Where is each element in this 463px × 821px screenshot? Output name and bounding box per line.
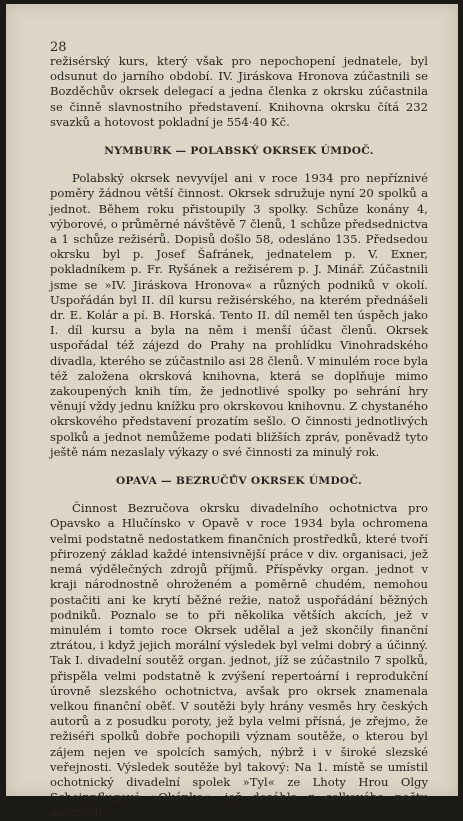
section-heading: NYMBURK — POLABSKÝ OKRSEK ÚMDOČ. [104, 145, 374, 158]
book-page [6, 4, 458, 820]
paragraph: režisérský kurs, který však pro nepochopení jednatele, byl odsunut do jarního období. IV. Jiráskova Hronova zúčastnili se Bozděchův okrsek delegací a jedna členka z okrsku zúčastnila se činně slavnostního představení. Knihovna okrsku čítá 232 svazků a hotovost pokladní je 554·40 Kč. [50, 54, 428, 129]
page-number: 28 [50, 40, 67, 55]
page-text [50, 54, 428, 821]
paragraph: Polabský okrsek nevyvíjel ani v roce 1934 pro nepříznivé poměry žádnou větší činnost. Okrsek sdružuje nyní 20 spolků a jednot. Během roku přistoupily 3 spolky. Schůze konány 4, výborové, o průměrné návštěvě 7 členů, 1 schůze předsednictva a 1 schůze režisérů. Dopisů došlo 58, odesláno 135. Předsedou okrsku byl p. Josef Šafránek, jednatelem p. V. Exner, pokladníkem p. Fr. Ryšánek a režisérem p. J. Minář. Zúčastnili jsme se »IV. Jiráskova Hronova« a různých podniků v okolí. Uspořádán byl II. díl kursu režisérského, na kterém přednášeli dr. E. Kolár a pí. B. Horská. Tento II. díl neměl ten úspěch jako I. díl kursu a byla na něm i menší účast členů. Okrsek uspořádal též zájezd do Prahy na prohlídku Vinohradského divadla, kterého se zúčastnilo asi 28 členů. V minulém roce byla též založena okrsková knihovna, která se doplňuje mimo zakoupených knih tím, že jednotlivé spolky po sehrání hry věnují vždy jednu knížku pro okrskovou knihovnu. Z chystaného okrskového představení prozatím sešlo. O činnosti jednotlivých spolků a jednot nemůžeme podati bližších zpráv, poněvadž tyto ještě nám nezaslaly výkazy o své činnosti za minulý rok. [50, 171, 428, 459]
section-heading: OPAVA — BEZRUČŮV OKRSEK ÚMDOČ. [115, 475, 362, 488]
paragraph: Činnost Bezručova okrsku divadelního ochotnictva pro Opavsko a Hlučínsko v Opavě v roce 1934 byla ochromena velmi podstatně nedostatkem finančních prostředků, které tvoří přirozený základ každé intensivnější práce v div. organisaci, jež nemá výdělečných zdrojů příjmů. Příspěvky organ. jednot v kraji národnostně ohroženém a poměrně chudém, nemohou postačiti ani ke krytí běžné režie, natož uspořádání běžných podniků. Poznalo se to při několika větších akcích, jež v minulém i tomto roce Okrsek udělal a jež skončily finanční ztrátou, i když jejich morální výsledek byl velmi dobrý a účinný. Tak I. divadelní soutěž organ. jednot, jíž se zúčastnilo 7 spolků, přispěla velmi podstatně k zvýšení repertoární i reprodukční úrovně slezského ochotnictva, avšak pro okrsek znamenala velkou finanční oběť. V soutěži byly hrány vesměs hry českých autorů a z posudku poroty, jež byla velmi přísná, je zřejmo, že režiséři spolků dobře pochopili význam soutěže, o kterou byl zájem nejen ve spolcích samých, nýbrž i v široké slezské veřejnosti. Výsledek soutěže byl takový: Na 1. místě se umístil ochotnický divadelní spolek »Tyl« ze Lhoty Hrou Olgy Scheinpflugové »Okénko«, jež dosáhla z celkového počtu možných [50, 501, 428, 820]
